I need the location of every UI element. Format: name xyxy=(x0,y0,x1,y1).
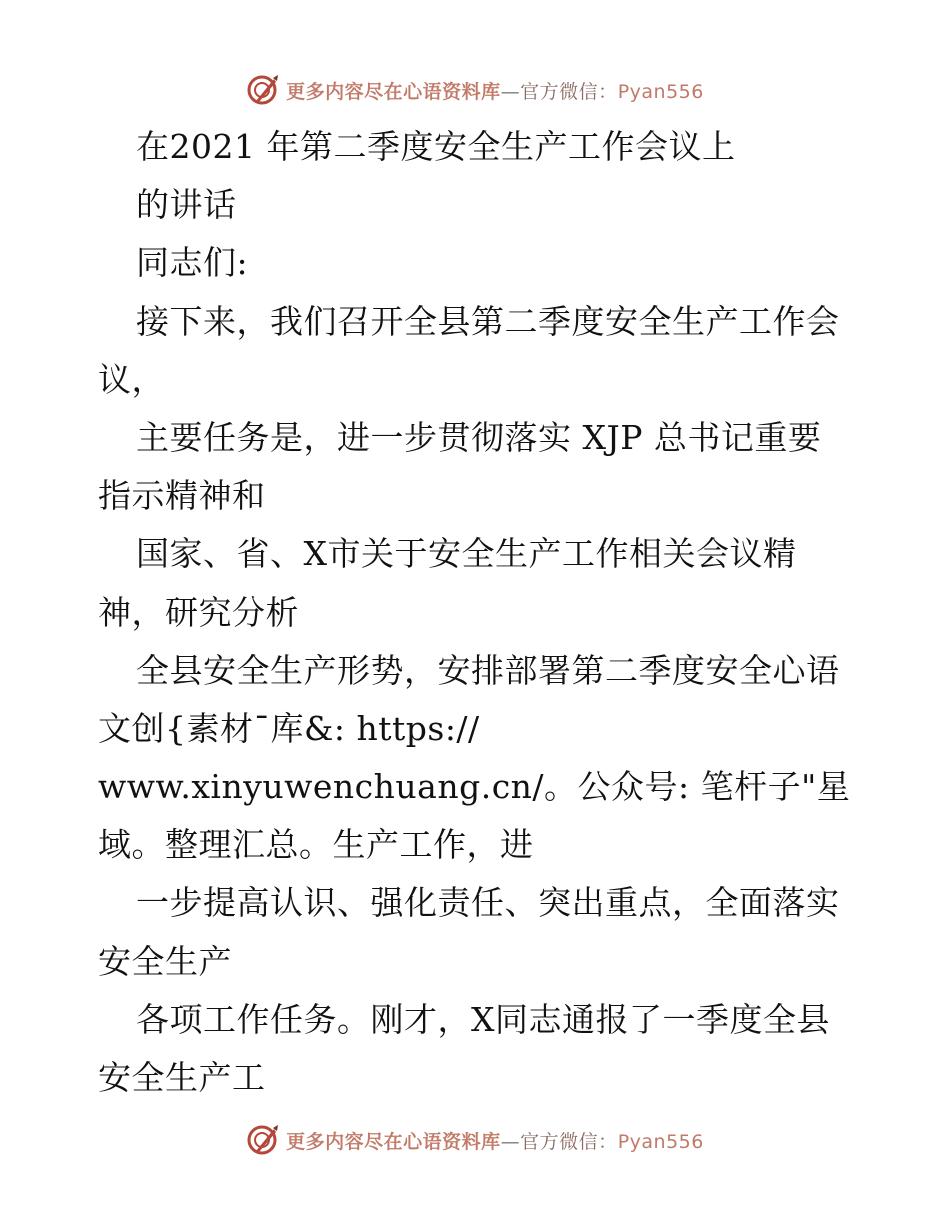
banner-wechat-id: Pyan556 xyxy=(617,1130,704,1153)
quill-logo-icon xyxy=(246,73,280,107)
text-line: www.xinyuwenchuang.cn/。公众号: 笔杆子"星 xyxy=(98,767,851,807)
text-line: 接下来，我们召开全县第二季度安全生产工作会 xyxy=(136,301,840,341)
text-line: 议， xyxy=(98,359,165,399)
header-banner-text xyxy=(286,77,704,104)
header-banner xyxy=(0,70,950,110)
text-line: 同志们: xyxy=(136,243,249,283)
banner-dash: — xyxy=(500,1130,521,1153)
text-line: 主要任务是，进一步贯彻落实 XJP 总书记重要 xyxy=(136,417,822,457)
footer-banner xyxy=(0,1120,950,1160)
text-line: 在2021 年第二季度安全生产工作会议上 xyxy=(136,127,736,166)
text-line: 国家、省、X市关于安全生产工作相关会议精 xyxy=(136,534,797,574)
text-line: 全县安全生产形势，安排部署第二季度安全心语 xyxy=(136,650,840,690)
text-line: 神，研究分析 xyxy=(98,592,299,632)
text-line: 的讲话 xyxy=(136,185,237,225)
quill-logo-icon xyxy=(246,1123,280,1157)
banner-dash: — xyxy=(500,80,521,103)
footer-banner-text xyxy=(286,1127,704,1154)
text-line: 指示精神和 xyxy=(98,476,266,516)
banner-wechat-id: Pyan556 xyxy=(617,80,704,103)
banner-promo: 更多内容尽在心语资料库 xyxy=(286,1130,501,1153)
text-line: 文创{素材¯库&: https:// xyxy=(98,708,480,748)
text-line: 一步提高认识、强化责任、突出重点，全面落实 xyxy=(136,883,840,923)
banner-promo: 更多内容尽在心语资料库 xyxy=(286,80,501,103)
document-body xyxy=(98,118,878,1107)
text-line: 安全生产工 xyxy=(98,1058,266,1097)
banner-wechat-label: 官方微信： xyxy=(520,80,618,103)
text-line: 安全生产 xyxy=(98,941,232,981)
text-line: 各项工作任务。刚才，X同志通报了一季度全县 xyxy=(136,999,830,1039)
banner-wechat-label: 官方微信： xyxy=(520,1130,618,1153)
text-line: 域。整理汇总。生产工作，进 xyxy=(98,825,534,865)
